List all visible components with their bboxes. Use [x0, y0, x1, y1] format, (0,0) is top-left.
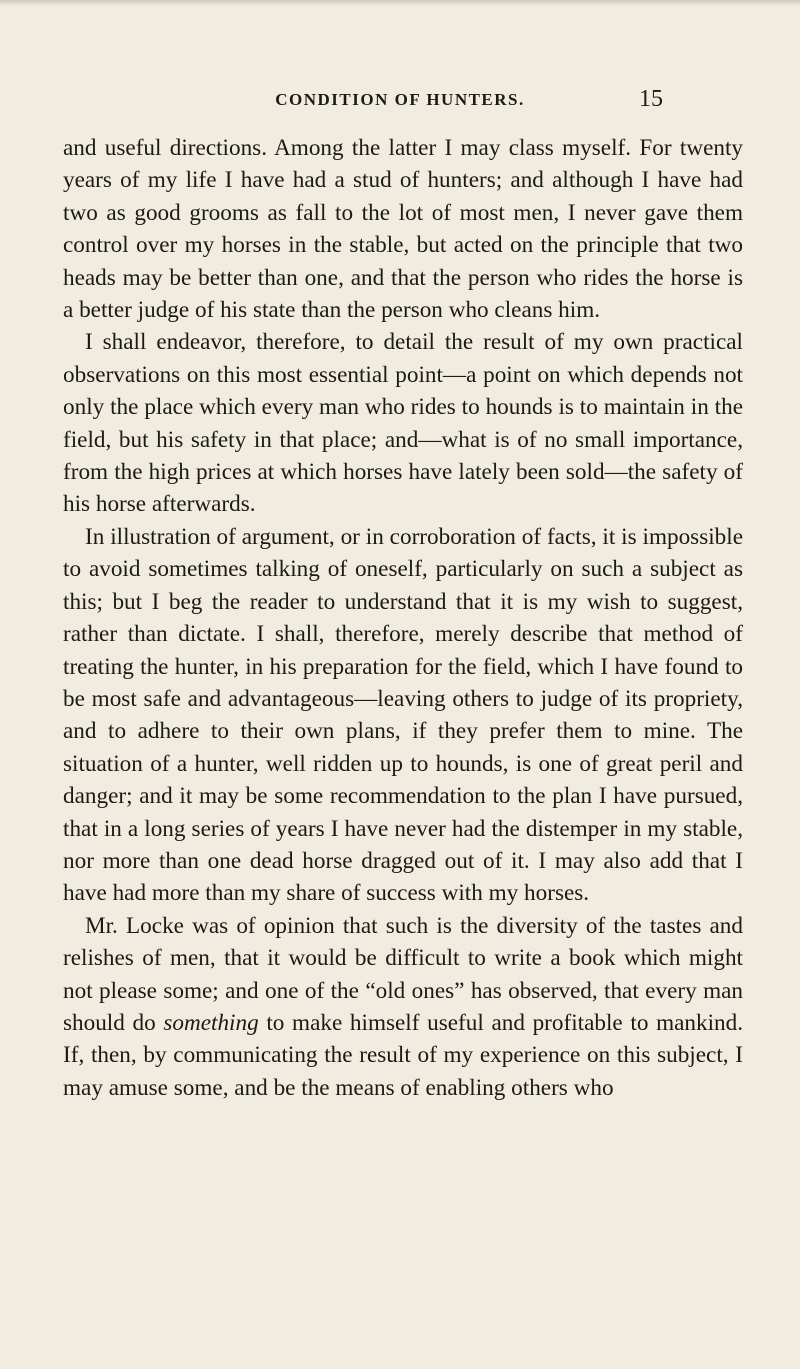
emphasis-something: something	[163, 1009, 259, 1036]
page-top-edge	[0, 0, 800, 6]
page-header	[0, 86, 800, 116]
paragraph-4-part-b: to make himself useful and profitable to mankind. If, then, by communicating the result of my experience on this subject, I may amuse some, and be the means of enabling others who	[63, 1009, 744, 1101]
paragraph-4-part-a: Mr. Locke was of opinion that such is the diversity of the tastes and relishes of men, that it would be difficult to write a book which might not please some; and one of the “old ones” has observed, that every man should do	[63, 912, 743, 1036]
paragraph-1: and useful directions. Among the latter I may class myself. For twenty years of my life I have had a stud of hunters; and although I have had two as good grooms as fall to the lot of most men, I never gave them control over my horses in the stable, but acted on the principle that two heads may be better than one, and that the person who rides the horse is a better judge of his state than the person who cleans him.	[63, 135, 743, 324]
page-number: 15	[639, 86, 663, 112]
running-head: CONDITION OF HUNTERS.	[275, 90, 525, 109]
paragraph-3: In illustration of argument, or in corroboration of facts, it is impossible to avoid sometimes talking of oneself, particularly on such a subject as this; but I beg the reader to understand that it is my wish to suggest, rather than dictate. I shall, therefore, merely describe that method of treating the hunter, in his preparation for the field, which I have found to be most safe and advantageous—leaving others to judge of its propriety, and to adhere to their own plans, if they prefer them to mine. The situation of a hunter, well ridden up to hounds, is one of great peril and danger; and it may be some recommendation to the plan I have pursued, that in a long series of years I have never had the distemper in my stable, nor more than one dead horse dragged out of it. I may also add that I have had more than my share of success with my horses.	[63, 523, 743, 907]
paragraph-4	[63, 910, 743, 1104]
body-text	[63, 132, 743, 1104]
paragraph-2: I shall endeavor, therefore, to detail the result of my own practical observations on this most essential point—a point on which depends not only the place which every man who rides to hounds is to maintain in the field, but his safety in that place; and—what is of no small importance, from the high prices at which horses have lately been sold—the safety of his horse afterwards.	[63, 329, 743, 518]
